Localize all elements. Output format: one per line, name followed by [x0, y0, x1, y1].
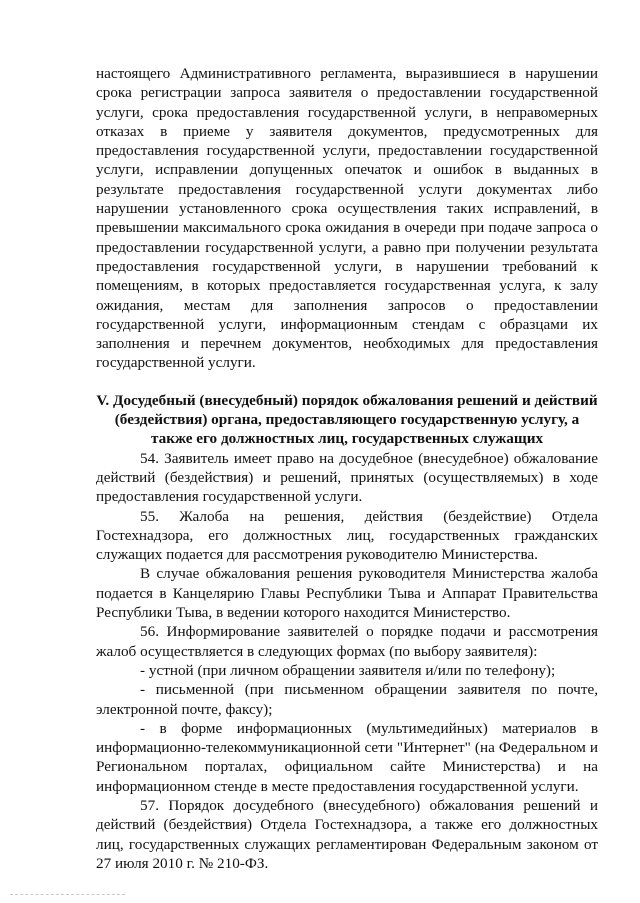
paragraph-57: 57. Порядок досудебного (внесудебного) обжалования решений и действий (бездействия) Отдела Гостехнадзора, а также его должностных лиц, государственных служащих регламентирован Федеральным законом от 27 июля 2010 г. № 210-ФЗ.	[96, 796, 598, 872]
scan-footer-line	[10, 894, 125, 895]
paragraph-56-item-written: - письменной (при письменном обращении заявителя по почте, электронной почте, факсу);	[96, 681, 598, 718]
paragraph-54: 54. Заявитель имеет право на досудебное (внесудебное) обжалование действий (бездействия) и решений, принятых (осуществляемых) в ходе предоставления государственной услуги.	[96, 449, 598, 506]
paragraph-55-continuation: В случае обжалования решения руководителя Министерства жалоба подается в Канцелярию Главы Республики Тыва и Аппарат Правительства Республики Тыва, в ведении которого находится Министерство.	[96, 565, 598, 622]
paragraph-56-item-oral: - устной (при личном обращении заявителя и/или по телефону);	[140, 661, 556, 679]
paragraph-55: 55. Жалоба на решения, действия (бездействие) Отдела Гостехнадзора, его должностных лиц, государственных гражданских служащих подается для рассмотрения руководителю Министерства.	[96, 507, 598, 564]
document-body	[96, 64, 598, 873]
paragraph-56: 56. Информирование заявителей о порядке подачи и рассмотрения жалоб осуществляется в следующих формах (по выбору заявителя):	[96, 623, 598, 660]
intro-paragraph: настоящего Административного регламента, выразившиеся в нарушении срока регистрации запроса заявителя о предоставлении государственной услуги, срока предоставления государственной услуги, в неправомерных отказах в приеме у заявителя документов, предусмотренных для предоставления государственной услуги, предоставлении государственной услуги, исправлении допущенных опечаток и ошибок в выданных в результате предоставления государственной услуги документах либо нарушении установленного срока осуществления таких исправлений, в превышении максимального срока ожидания в очереди при подаче запроса о предоставлении государственной услуги, а равно при получении результата предоставления государственной услуги, в нарушении требований к помещениям, в которых предоставляется государственная услуга, к залу ожидания, местам для заполнения запросов о предоставлении государственной услуги, информационным стендам с образцами их заполнения и перечнем документов, необходимых для предоставления государственной услуги.	[96, 65, 598, 372]
paragraph-56-item-multimedia: - в форме информационных (мультимедийных) материалов в информационно-телекоммуникационной сети "Интернет" (на Федеральном и Региональном порталах, официальном сайте Министерства) и на информационном стенде в месте предоставления государственной услуги.	[96, 719, 598, 795]
section-heading: V. Досудебный (внесудебный) порядок обжалования решений и действий (бездействия) органа, предоставляющего государственную услугу, а также его должностных лиц, государственных служащих	[96, 391, 598, 448]
